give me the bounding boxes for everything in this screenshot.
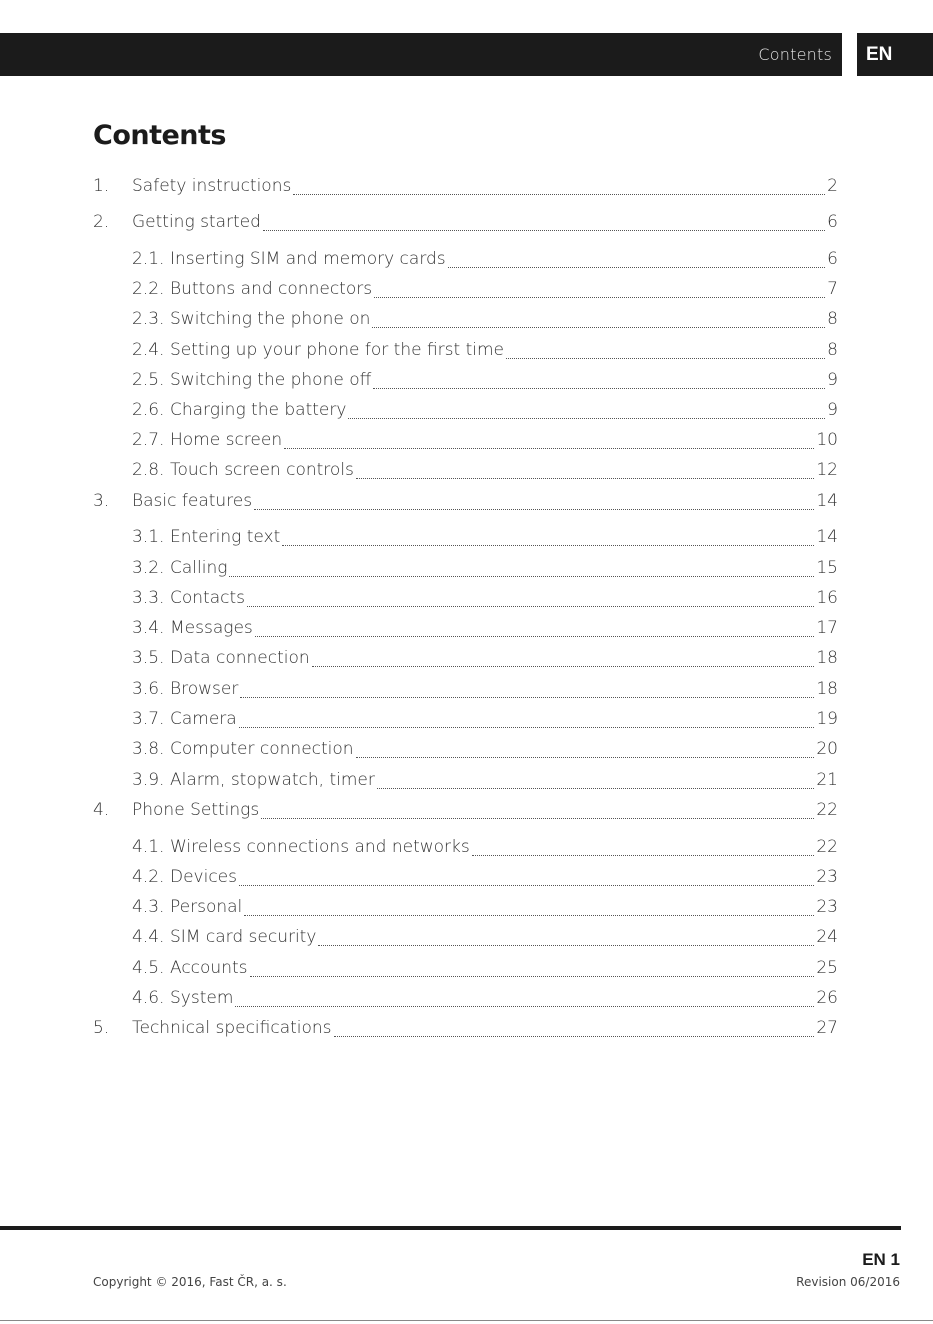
- toc-entry-title: Safety instructions: [132, 176, 292, 196]
- toc-entry-title: Browser: [170, 679, 239, 699]
- toc-dot-leader: [377, 788, 815, 789]
- toc-dot-leader: [472, 855, 815, 856]
- toc-entry-title: Data connection: [170, 648, 310, 668]
- toc-entry-title: SIM card security: [170, 927, 317, 947]
- toc-entry[interactable]: [132, 460, 838, 484]
- toc-entry-page: 23: [816, 897, 838, 917]
- page-bottom-edge: [0, 1320, 933, 1321]
- toc-entry-page: 14: [816, 527, 838, 547]
- toc-entry-page: 9: [827, 370, 838, 390]
- toc-entry[interactable]: [132, 897, 838, 921]
- toc-entry-title: Setting up your phone for the first time: [170, 340, 504, 360]
- toc-entry[interactable]: [132, 558, 838, 582]
- toc-entry-title: Phone Settings: [132, 800, 260, 820]
- toc-dot-leader: [255, 636, 815, 637]
- toc-entry-number: 3.9.: [132, 770, 165, 790]
- toc-entry-title: Inserting SIM and memory cards: [170, 249, 446, 269]
- toc-entry[interactable]: [132, 988, 838, 1012]
- toc-entry[interactable]: [132, 279, 838, 303]
- toc-dot-leader: [240, 697, 814, 698]
- toc-entry-page: 18: [816, 648, 838, 668]
- toc-entry-page: 23: [816, 867, 838, 887]
- toc-entry-page: 14: [816, 491, 838, 511]
- toc-entry[interactable]: [132, 927, 838, 951]
- toc-dot-leader: [239, 885, 814, 886]
- toc-entry-page: 2: [827, 176, 838, 196]
- toc-entry[interactable]: [132, 618, 838, 642]
- toc-dot-leader: [374, 297, 825, 298]
- toc-dot-leader: [506, 358, 825, 359]
- toc-entry-number: 3.8.: [132, 739, 165, 759]
- toc-entry-number: 3.4.: [132, 618, 165, 638]
- toc-entry-title: Technical specifications: [132, 1018, 332, 1038]
- toc-entry[interactable]: [132, 249, 838, 273]
- toc-entry[interactable]: [132, 430, 838, 454]
- toc-entry[interactable]: [132, 770, 838, 794]
- toc-entry-page: 18: [816, 679, 838, 699]
- footer-divider: [0, 1226, 901, 1230]
- toc-entry-page: 22: [816, 837, 838, 857]
- toc-entry[interactable]: [132, 527, 838, 551]
- toc-entry[interactable]: [132, 837, 838, 861]
- toc-entry-title: System: [170, 988, 234, 1008]
- toc-dot-leader: [356, 478, 814, 479]
- language-badge: EN: [857, 33, 933, 76]
- toc-entry-number: 5.: [93, 1018, 110, 1038]
- toc-entry-number: 3.: [93, 491, 110, 511]
- header-bar: [0, 33, 842, 76]
- toc-entry-number: 3.5.: [132, 648, 165, 668]
- toc-entry-page: 10: [816, 430, 838, 450]
- toc-entry-number: 3.3.: [132, 588, 165, 608]
- toc-entry-number: 2.8.: [132, 460, 165, 480]
- toc-entry-page: 25: [816, 958, 838, 978]
- toc-entry-page: 26: [816, 988, 838, 1008]
- toc-entry[interactable]: [132, 958, 838, 982]
- toc-entry-number: 1.: [93, 176, 110, 196]
- toc-entry-title: Switching the phone off: [170, 370, 372, 390]
- toc-entry-title: Accounts: [170, 958, 248, 978]
- toc-entry-number: 3.7.: [132, 709, 165, 729]
- toc-entry-title: Touch screen controls: [170, 460, 354, 480]
- toc-entry-title: Computer connection: [170, 739, 354, 759]
- toc-entry-title: Wireless connections and networks: [170, 837, 470, 857]
- toc-entry[interactable]: [93, 212, 838, 236]
- toc-dot-leader: [239, 727, 815, 728]
- toc-entry-page: 9: [827, 400, 838, 420]
- toc-entry-title: Personal: [170, 897, 243, 917]
- toc-entry-page: 22: [816, 800, 838, 820]
- toc-entry[interactable]: [132, 739, 838, 763]
- toc-entry-page: 16: [816, 588, 838, 608]
- toc-entry-number: 3.1.: [132, 527, 165, 547]
- toc-entry-title: Messages: [170, 618, 253, 638]
- toc-dot-leader: [373, 388, 825, 389]
- toc-dot-leader: [312, 666, 815, 667]
- footer-page-number: EN 1: [862, 1250, 900, 1269]
- toc-entry-page: 20: [816, 739, 838, 759]
- toc-entry-number: 4.1.: [132, 837, 165, 857]
- toc-dot-leader: [247, 606, 814, 607]
- toc-entry[interactable]: [132, 709, 838, 733]
- toc-entry-number: 2.: [93, 212, 110, 232]
- toc-entry-number: 4.: [93, 800, 110, 820]
- toc-dot-leader: [284, 448, 814, 449]
- toc-entry[interactable]: [132, 588, 838, 612]
- toc-dot-leader: [282, 545, 814, 546]
- footer-copyright: Copyright © 2016, Fast ČR, a. s.: [93, 1275, 287, 1289]
- toc-entry-number: 4.5.: [132, 958, 165, 978]
- toc-dot-leader: [244, 915, 814, 916]
- header-section-label: Contents: [758, 45, 832, 64]
- toc-entry-title: Devices: [170, 867, 237, 887]
- toc-entry-page: 8: [827, 340, 838, 360]
- toc-entry[interactable]: [132, 679, 838, 703]
- toc-entry[interactable]: [132, 648, 838, 672]
- toc-entry-page: 8: [827, 309, 838, 329]
- toc-dot-leader: [250, 976, 815, 977]
- toc-entry-title: Contacts: [170, 588, 245, 608]
- toc-entry-page: 6: [827, 249, 838, 269]
- toc-dot-leader: [293, 194, 825, 195]
- footer-revision: Revision 06/2016: [796, 1275, 900, 1289]
- toc-entry-title: Camera: [170, 709, 237, 729]
- toc-entry-number: 2.5.: [132, 370, 165, 390]
- toc-dot-leader: [261, 818, 814, 819]
- toc-entry-title: Calling: [170, 558, 228, 578]
- toc-entry-title: Charging the battery: [170, 400, 347, 420]
- toc-entry[interactable]: [132, 867, 838, 891]
- toc-entry[interactable]: [93, 176, 838, 200]
- toc-entry-number: 2.6.: [132, 400, 165, 420]
- toc-entry-number: 2.4.: [132, 340, 165, 360]
- toc-dot-leader: [356, 757, 815, 758]
- toc-entry-page: 7: [827, 279, 838, 299]
- toc-entry-title: Home screen: [170, 430, 283, 450]
- toc-entry-page: 17: [816, 618, 838, 638]
- toc-entry-page: 21: [816, 770, 838, 790]
- toc-entry-page: 27: [816, 1018, 838, 1038]
- toc-entry[interactable]: [132, 340, 838, 364]
- toc-entry[interactable]: [132, 370, 838, 394]
- page-title: Contents: [93, 120, 227, 151]
- toc-dot-leader: [348, 418, 825, 419]
- toc-dot-leader: [318, 945, 814, 946]
- toc-entry-title: Getting started: [132, 212, 261, 232]
- toc-entry-title: Basic features: [132, 491, 253, 511]
- toc-entry[interactable]: [132, 309, 838, 333]
- toc-entry-title: Entering text: [170, 527, 281, 547]
- toc-entry-number: 2.7.: [132, 430, 165, 450]
- toc-entry-title: Switching the phone on: [170, 309, 371, 329]
- toc-dot-leader: [254, 509, 814, 510]
- toc-entry-number: 4.3.: [132, 897, 165, 917]
- toc-entry-page: 6: [827, 212, 838, 232]
- toc-entry-title: Alarm, stopwatch, timer: [170, 770, 375, 790]
- toc-entry[interactable]: [93, 800, 838, 824]
- toc-entry-number: 2.3.: [132, 309, 165, 329]
- toc-entry-number: 4.6.: [132, 988, 165, 1008]
- toc-entry-number: 4.4.: [132, 927, 165, 947]
- toc-entry-number: 2.1.: [132, 249, 165, 269]
- toc-entry-page: 24: [816, 927, 838, 947]
- toc-dot-leader: [235, 1006, 814, 1007]
- toc-entry-page: 12: [816, 460, 838, 480]
- toc-entry[interactable]: [93, 491, 838, 515]
- toc-entry-page: 19: [816, 709, 838, 729]
- toc-dot-leader: [229, 576, 814, 577]
- toc-entry[interactable]: [132, 400, 838, 424]
- toc-dot-leader: [334, 1036, 815, 1037]
- toc-entry-title: Buttons and connectors: [170, 279, 373, 299]
- toc-entry-number: 3.6.: [132, 679, 165, 699]
- toc-entry-number: 2.2.: [132, 279, 165, 299]
- toc-entry-number: 4.2.: [132, 867, 165, 887]
- toc-entry[interactable]: [93, 1018, 838, 1042]
- toc-dot-leader: [448, 267, 826, 268]
- toc-entry-number: 3.2.: [132, 558, 165, 578]
- toc-dot-leader: [372, 327, 825, 328]
- toc-dot-leader: [263, 230, 825, 231]
- toc-entry-page: 15: [816, 558, 838, 578]
